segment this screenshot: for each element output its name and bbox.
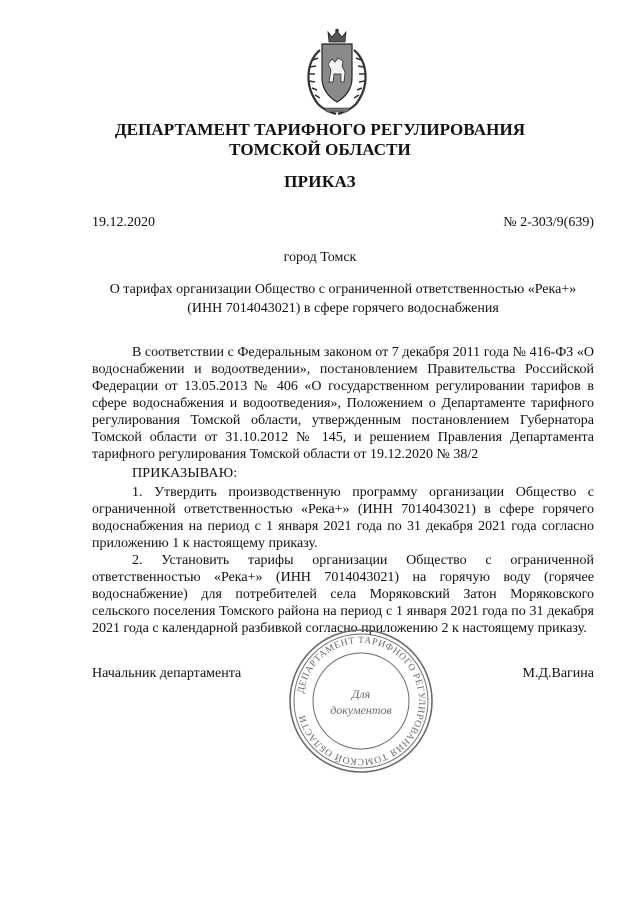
department-title-line2: ТОМСКОЙ ОБЛАСТИ — [229, 140, 411, 159]
stamp-center-line1: Для — [351, 687, 371, 701]
document-date: 19.12.2020 — [92, 215, 155, 230]
signatory-position: Начальник департамента — [92, 666, 242, 681]
stamp-center-line2: документов — [330, 703, 392, 717]
subject-line1: О тарифах организации Общество с ограниченной ответственностью «Река+» — [109, 282, 577, 297]
department-title — [0, 120, 640, 160]
order-word: ПРИКАЗЫВАЮ: — [132, 466, 238, 481]
order-item-2: 2. Установить тарифы организации Общество с ограниченной ответственностью «Река+» (ИНН 7014043021) на горячую воду (горячее водоснабжение) для потребителей села Моряковский Затон Моряковского сельского поселения Томского района на период с 1 января 2021 года по 31 декабря 2021 года с календарной разбивкой согласно приложению 2 к настоящему приказу. — [92, 553, 594, 636]
document-city: город Томск — [283, 250, 357, 265]
order-item-1: 1. Утвердить производственную программу организации Общество с ограниченной ответственностью «Река+» (ИНН 7014043021) в сфере горячего водоснабжения на период с 1 января 2021 года по 31 декабря 2021 года согласно приложению 1 к настоящему приказу. — [92, 485, 594, 551]
document-number: № 2-303/9(639) — [503, 215, 594, 230]
intro-paragraph: В соответствии с Федеральным законом от 7 декабря 2011 года № 416-ФЗ «О водоснабжении и водоотведении», постановлением Правительства Российской Федерации от 13.05.2013 № 406 «О государственном регулировании тарифов в сфере водоснабжения и водоотведения», Положением о Департаменте тарифного регулирования Томской области, утвержденным постановлением Губернатора Томской области от 31.10.2012 № 145, и решением Правления Департамента тарифного регулирования Томской области от 19.12.2020 № 38/2 — [92, 345, 594, 462]
coat-of-arms-icon — [298, 28, 376, 116]
signatory-name: М.Д.Вагина — [522, 666, 594, 681]
svg-text:ДЕПАРТАМЕНТ ТАРИФНОГО РЕГУЛИРО — [295, 635, 427, 767]
department-title-line1: ДЕПАРТАМЕНТ ТАРИФНОГО РЕГУЛИРОВАНИЯ — [114, 120, 526, 139]
subject-line2: (ИНН 7014043021) в сфере горячего водоснабжения — [187, 301, 499, 316]
official-stamp — [288, 628, 434, 774]
stamp-ring-text: ДЕПАРТАМЕНТ ТАРИФНОГО РЕГУЛИРОВАНИЯ ТОМСКОЙ ОБЛАСТИ — [295, 634, 428, 768]
document-type: ПРИКАЗ — [284, 172, 356, 191]
document-subject — [92, 280, 594, 318]
